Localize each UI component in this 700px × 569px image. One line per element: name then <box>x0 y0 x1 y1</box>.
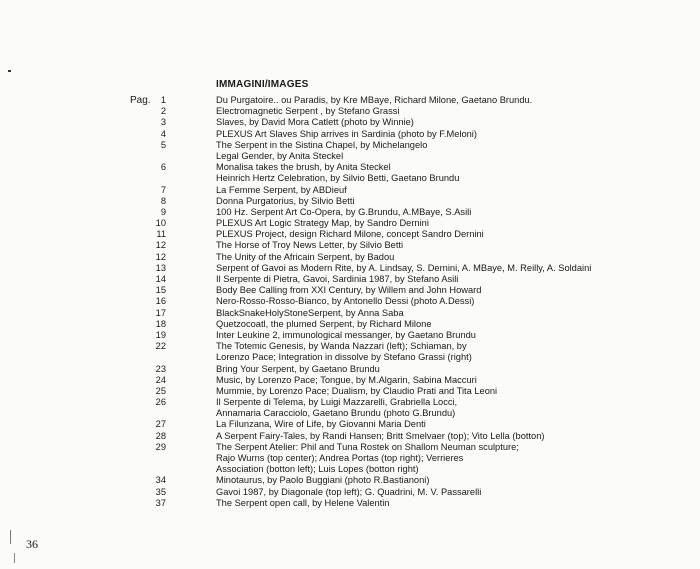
page-ref-number: 37 <box>155 497 166 508</box>
page-ref-number: 10 <box>155 218 166 229</box>
scan-speck <box>10 530 11 544</box>
page-ref-number: 27 <box>155 419 166 430</box>
page-ref-number: 14 <box>155 274 166 284</box>
list-item <box>140 263 690 274</box>
page-ref-number: 25 <box>155 385 166 396</box>
image-credit-text: Nero-Rosso-Rosso-Bianco, by Antonello Dessi (photo A.Dessi) <box>216 296 475 307</box>
image-credit-text: A Serpent Fairy-Tales, by Randi Hansen; Britt Smelvaer (top); Vito Lella (botton) <box>216 430 545 441</box>
image-credit-text: Body Bee Calling from XXI Century, by Willem and John Howard <box>216 285 482 296</box>
list-item <box>140 252 690 263</box>
list-item <box>140 330 690 341</box>
list-item <box>140 308 690 319</box>
page-ref-number: 4 <box>160 128 166 139</box>
page-ref-number: 6 <box>160 162 166 173</box>
page-ref-number: 17 <box>155 307 166 318</box>
image-credit-text: The Unity of the Africain Serpent, by Badou <box>216 251 395 262</box>
image-credit-text: Association (botton left); Luis Lopes (botton right) <box>216 464 419 475</box>
list-item <box>140 352 690 363</box>
list-item <box>140 140 690 151</box>
page-ref-number: 29 <box>155 441 166 452</box>
page-ref-number: 13 <box>155 262 166 273</box>
image-credit-text: The Serpent in the Sistina Chapel, by Michelangelo <box>216 139 428 150</box>
list-item <box>140 364 690 375</box>
image-credit-text: Legal Gender, by Anita Steckel <box>216 150 344 161</box>
image-credit-text: Donna Purgatorius, by Silvio Betti <box>216 195 355 206</box>
list-item <box>140 207 690 218</box>
page-ref-number: 8 <box>160 195 166 206</box>
list-item <box>140 218 690 229</box>
page-ref-number: 16 <box>155 296 166 307</box>
image-credits-list <box>140 95 690 509</box>
list-item <box>140 431 690 442</box>
list-item <box>140 453 690 464</box>
page-ref-number: 15 <box>155 285 166 296</box>
page-ref-number: 12 <box>155 240 166 251</box>
list-item <box>140 419 690 430</box>
list-item <box>140 173 690 184</box>
list-item <box>140 274 690 285</box>
list-item <box>140 408 690 419</box>
list-item <box>140 475 690 486</box>
page-ref-number: 24 <box>155 374 166 385</box>
image-credit-text: The Serpent open call, by Helene Valentin <box>216 497 390 508</box>
list-item <box>140 229 690 240</box>
list-item <box>140 106 690 117</box>
scan-speck <box>14 553 15 563</box>
list-item <box>140 464 690 475</box>
image-credit-text: Heinrich Hertz Celebration, by Silvio Betti, Gaetano Brundu <box>216 173 460 184</box>
page-ref-number: 9 <box>160 206 166 217</box>
list-item <box>140 95 690 106</box>
image-credit-text: 100 Hz. Serpent Art Co-Opera, by G.Brundu, A.MBaye, S.Asili <box>216 206 472 217</box>
image-credit-text: Electromagnetic Serpent , by Stefano Grassi <box>216 106 400 117</box>
image-credit-text: Serpent of Gavoi as Modern Rite, by A. Lindsay, S. Dernini, A. MBaye, M. Reilly, A. Soldaini <box>216 262 592 273</box>
page-ref-number: 26 <box>155 397 166 408</box>
image-credit-text: The Horse of Troy News Letter, by Silvio Betti <box>216 240 404 251</box>
image-credit-text: La Filunzana, Wire of Life, by Giovanni Maria Denti <box>216 419 426 430</box>
list-item <box>140 341 690 352</box>
image-credit-text: Monalisa takes the brush, by Anita Steckel <box>216 162 391 173</box>
page-number: 36 <box>26 537 38 551</box>
page-ref-number: 19 <box>155 329 166 340</box>
page-ref-number: 2 <box>160 106 166 117</box>
image-credit-text: Bring Your Serpent, by Gaetano Brundu <box>216 363 380 374</box>
list-item <box>140 162 690 173</box>
image-credit-text: Il Serpente di Pietra, Gavoi, Sardinia 1987, by Stefano Asili <box>216 274 459 284</box>
page-ref-number: 7 <box>160 184 166 195</box>
image-credit-text: La Femme Serpent, by ABDieuf <box>216 184 347 195</box>
list-item <box>140 196 690 207</box>
list-item <box>140 386 690 397</box>
image-credit-text: Il Serpente di Telema, by Luigi Mazzarelli, Grabriella Locci, <box>216 397 458 408</box>
list-item <box>140 442 690 453</box>
page-ref-number: 12 <box>155 251 166 262</box>
image-credit-text: The Totemic Genesis, by Wanda Nazzari (left); Schiaman, by <box>216 341 467 352</box>
pag-label: Pag. <box>130 95 151 106</box>
image-credit-text: Slaves, by David Mora Catlett (photo by Winnie) <box>216 117 414 128</box>
list-item <box>140 375 690 386</box>
page-ref-number: 34 <box>155 475 166 486</box>
image-credit-text: Mummie, by Lorenzo Pace; Dualism, by Claudio Prati and Tita Leoni <box>216 385 498 396</box>
scan-speck <box>8 70 11 72</box>
page-ref-number: 1 <box>160 95 166 105</box>
image-credit-text: Inter Leukine 2, immunological messanger, by Gaetano Brundu <box>216 329 476 340</box>
page-ref-number: 18 <box>155 318 166 329</box>
list-item <box>140 117 690 128</box>
image-credit-text: Minotaurus, by Paolo Buggiani (photo R.Bastianoni) <box>216 475 430 486</box>
image-credit-text: Gavoi 1987, by Diagonale (top left); G. Quadrini, M. V. Passarelli <box>216 486 482 497</box>
image-credit-text: Lorenzo Pace; Integration in dissolve by Stefano Grassi (right) <box>216 352 472 363</box>
list-item <box>140 151 690 162</box>
list-item <box>140 129 690 140</box>
page-ref-number: 28 <box>155 430 166 441</box>
list-item <box>140 240 690 251</box>
image-credit-text: Music, by Lorenzo Pace; Tongue, by M.Algarin, Sabina Maccuri <box>216 374 477 385</box>
image-credit-text: Rajo Wurns (top center); Andrea Portas (top right); Verrieres <box>216 453 464 463</box>
list-item <box>140 319 690 330</box>
image-credit-text: PLEXUS Art Logic Strategy Map, by Sandro Dernini <box>216 218 429 229</box>
list-item <box>140 296 690 307</box>
image-credit-text: PLEXUS Art Slaves Ship arrives in Sardinia (photo by F.Meloni) <box>216 128 477 139</box>
list-item <box>140 397 690 408</box>
page-ref-number: 22 <box>155 341 166 352</box>
image-credit-text: Annamaria Caracciolo, Gaetano Brundu (photo G.Brundu) <box>216 408 456 419</box>
image-credit-text: BlackSnakeHolyStoneSerpent, by Anna Saba <box>216 307 404 318</box>
list-item <box>140 498 690 509</box>
list-item <box>140 285 690 296</box>
section-heading: IMMAGINI/IMAGES <box>216 79 309 90</box>
image-credit-text: Du Purgatoire.. ou Paradis, by Kre MBaye, Richard Milone, Gaetano Brundu. <box>216 95 533 105</box>
image-credit-text: Quetzocoatl, the plumed Serpent, by Richard Milone <box>216 318 432 329</box>
list-item <box>140 487 690 498</box>
page-ref-number: 11 <box>156 229 166 240</box>
page-ref-number: 23 <box>155 363 166 374</box>
page-ref-number: 5 <box>160 139 166 150</box>
page-ref-number: 35 <box>155 486 166 497</box>
image-credit-text: PLEXUS Project, design Richard Milone, concept Sandro Dernini <box>216 229 484 240</box>
list-item <box>140 185 690 196</box>
page-ref-number: 3 <box>160 117 166 128</box>
image-credit-text: The Serpent Atelier: Phil and Tuna Rostek on Shallom Neuman sculpture; <box>216 441 519 452</box>
